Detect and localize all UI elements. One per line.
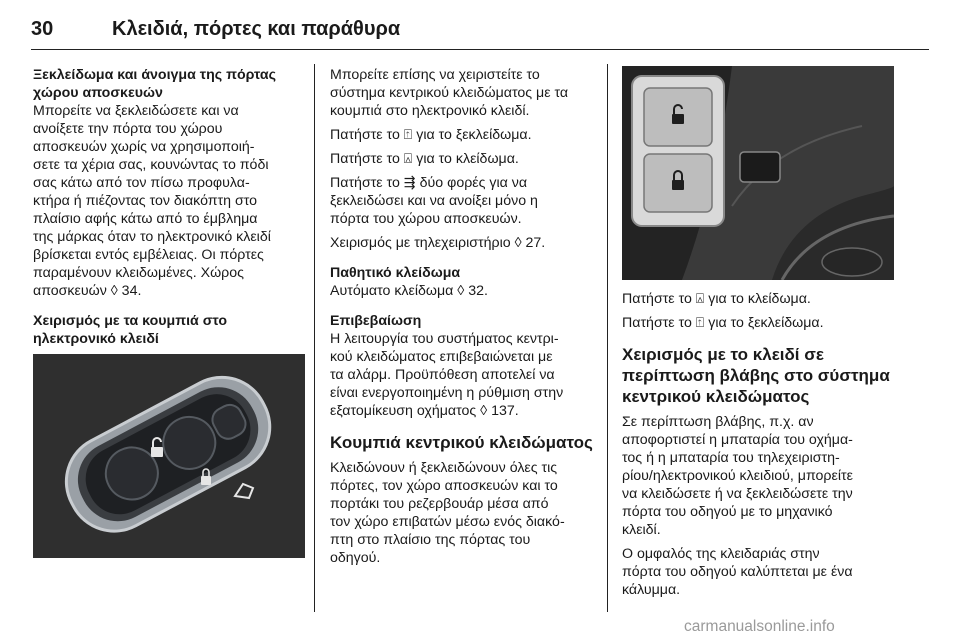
body-line: παραμένουν κλειδωμένες. Χώρος [33,265,244,281]
body-line: κτήρα ή πιέζοντας τον διακόπτη στο [33,193,258,209]
column-1 [33,66,305,558]
body-line: πτη στο πλαίσιο της πόρτας του [330,532,531,548]
electronic-key-photo [33,354,305,558]
column-3 [622,66,894,599]
body-line: κλειδί. [622,522,661,538]
body-line: Σε περίπτωση βλάβης, π.χ. αν [622,414,814,430]
body-line: κού κλειδώματος επιβεβαιώνεται με [330,349,553,365]
body-line: κουμπιά στο ηλεκτρονικό κλειδί. [330,103,530,119]
page-title: Κλειδιά, πόρτες και παράθυρα [112,18,401,40]
body-line: τα αλάρμ. Προϋπόθεση αποτελεί να [330,367,555,383]
body-line: Ο ομφαλός της κλειδαριάς στην [622,546,820,562]
section-heading-large: Χειρισμός με το κλειδί σε [622,345,824,364]
body-line: σύστημα κεντρικού κλειδώματος με τα [330,85,569,101]
body-line: ξεκλειδώσει και να ανοίξει μόνο η [330,193,538,209]
body-line: Μπορείτε να ξεκλειδώσετε και να [33,103,239,119]
body-line: σας κάτω από τον πίσω προφυλα- [33,175,250,191]
body-line: πορτάκι του ρεζερβουάρ μέσα από [330,496,549,512]
instruction-lock: Πατήστε το ⍓ για το κλείδωμα. [330,151,519,167]
section-heading: ηλεκτρονικό κλειδί [33,331,159,347]
body-line: πόρτες, τον χώρο αποσκευών και το [330,478,558,494]
section-heading-large: περίπτωση βλάβης στο σύστημα [622,366,890,385]
body-line: κάλυμμα. [622,582,681,598]
cross-reference-link[interactable]: Αυτόματο κλείδωμα ◊ 32. [330,283,488,299]
watermark: carmanualsonline.info [684,618,835,635]
body-line: σετε τα χέρια σας, κουνώντας το πόδι [33,157,269,173]
section-heading: χώρου αποσκευών [33,85,163,101]
body-line: είναι ενεργοποιημένη η ρύθμιση στην [330,385,564,401]
section-heading-large: κεντρικού κλειδώματος [622,387,810,406]
body-line: ρίου/ηλεκτρονικού κλειδιού, μπορείτε [622,468,853,484]
body-line: της μάρκας όταν το ηλεκτρονικό κλειδί [33,229,271,245]
body-line: αποσκευών χωρίς να χρησιμοποιή- [33,139,255,155]
section-heading: Χειρισμός με τα κουμπιά στο [33,313,228,329]
cross-reference-link[interactable]: Χειρισμός με τηλεχειριστήριο ◊ 27. [330,235,546,251]
body-line: Κλειδώνουν ή ξεκλειδώνουν όλες τις [330,460,558,476]
cross-reference-link[interactable]: αποσκευών ◊ 34. [33,283,142,299]
instruction-unlock: Πατήστε το ⍐ για το ξεκλείδωμα. [622,315,824,331]
body-line: πόρτα του οδηγού με το μηχανικό [622,504,833,520]
body-line: ανοίξετε την πόρτα του χώρου [33,121,223,137]
body-line: τος ή η μπαταρία του τηλεχειριστη- [622,450,840,466]
page-header [31,8,929,50]
header-rule [31,49,929,50]
body-line: αποφορτιστεί η μπαταρία του οχήμα- [622,432,853,448]
body-line: Μπορείτε επίσης να χειριστείτε το [330,67,540,83]
body-line: βρίσκεται εντός εμβέλειας. Οι πόρτες [33,247,264,263]
body-line: πόρτα του χώρου αποσκευών. [330,211,522,227]
page-number: 30 [31,18,54,40]
column-2 [330,66,595,567]
body-line: τον χώρο επιβατών μέσω ενός διακό- [330,514,565,530]
body-line: να κλειδώσετε ή να ξεκλειδώσετε την [622,486,853,502]
instruction-unlock: Πατήστε το ⍐ για το ξεκλείδωμα. [330,127,532,143]
body-line: πόρτα του οδηγού καλύπτεται με ένα [622,564,853,580]
section-heading: Επιβεβαίωση [330,313,422,329]
cross-reference-link[interactable]: εξατομίκευση οχήματος ◊ 137. [330,403,519,419]
column-divider-2 [607,64,608,612]
section-heading-large: Κουμπιά κεντρικού κλειδώματος [330,433,593,452]
door-lock-button-photo [622,66,894,280]
body-line: Πατήστε το ⇶ δύο φορές για να [330,175,528,191]
body-line: πλαίσιο αφής κάτω από το έμβλημα [33,211,258,227]
section-heading: Παθητικό κλείδωμα [330,265,461,281]
section-heading: Ξεκλείδωμα και άνοιγμα της πόρτας [33,67,277,83]
body-line: Η λειτουργία του συστήματος κεντρι- [330,331,559,347]
instruction-lock: Πατήστε το ⍓ για το κλείδωμα. [622,291,811,307]
body-line: οδηγού. [330,550,381,566]
column-divider-1 [314,64,315,612]
